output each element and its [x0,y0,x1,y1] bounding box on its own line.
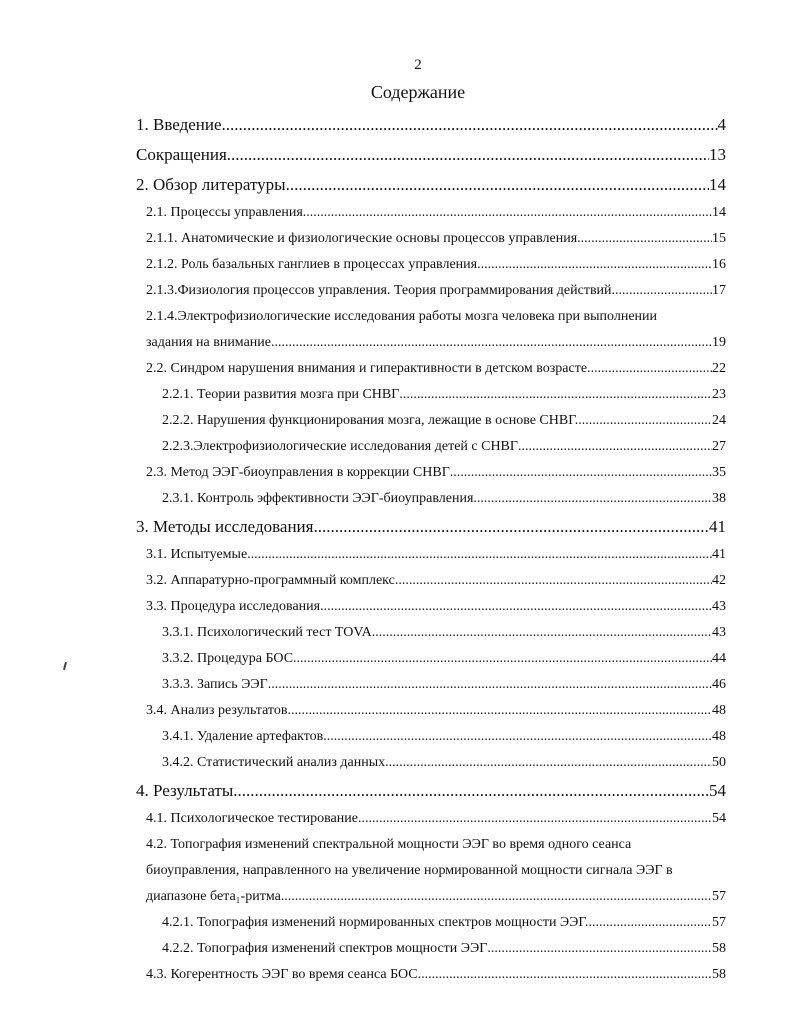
toc-entry[interactable]: 2. Обзор литературы ..... 14 [136,170,726,200]
page-ref: 16 [712,257,726,272]
page-ref: 14 [712,205,726,220]
page-ref: 43 [712,599,726,614]
page-ref: 22 [712,361,726,376]
leader-dots [588,910,712,936]
leader-dots [385,750,712,776]
table-of-contents [136,110,726,988]
leader-dots [577,226,712,252]
leader-dots [313,512,709,542]
leader-dots [320,594,712,620]
leader-dots [227,140,709,170]
toc-entry[interactable]: 3.4.1. Удаление артефактов. ..... 48 [136,724,726,750]
toc-entry[interactable]: 4.2.1. Топография изменений нормированных спектров мощности ЭЭГ. ..... 57 [136,910,726,936]
toc-entry[interactable]: 2.3.1. Контроль эффективности ЭЭГ-биоуправления ..... 38 [136,486,726,512]
page-ref: 13 [709,145,726,164]
toc-entry[interactable]: 2.3. Метод ЭЭГ-биоуправления в коррекции СНВГ ..... 35 [136,460,726,486]
page-number: 2 [414,57,422,73]
toc-entry[interactable]: 3. Методы исследования ..... 41 [136,512,726,542]
page-ref: 41 [712,547,726,562]
toc-entry[interactable]: 2.1.2. Роль базальных ганглиев в процессах управления ..... 16 [136,252,726,278]
page-ref: 54 [709,781,726,800]
toc-entry[interactable]: 2.2. Синдром нарушения внимания и гиперактивности в детском возрасте. ..... 22 [136,356,726,382]
leader-dots [612,278,712,304]
toc-entry[interactable]: 3.4.2. Статистический анализ данных ..... 50 [136,750,726,776]
toc-entry[interactable]: 2.2.2. Нарушения функционирования мозга, лежащие в основе СНВГ. ..... 24 [136,408,726,434]
page-ref: 35 [712,465,726,480]
page-ref: 38 [712,491,726,506]
toc-entry[interactable]: 2.2.1. Теории развития мозга при СНВГ ..... 23 [136,382,726,408]
page-ref: 19 [712,335,726,350]
page-ref: 27 [712,439,726,454]
page-ref: 58 [712,941,726,956]
toc-entry[interactable]: 3.3.3. Запись ЭЭГ ..... 46 [136,672,726,698]
page-ref: 48 [712,703,726,718]
leader-dots [297,646,712,672]
page-ref: 4 [717,115,726,134]
leader-dots [591,356,712,382]
toc-entry[interactable]: 3.3. Процедура исследования ..... 43 [136,594,726,620]
toc-entry[interactable]: 2.1.4.Электрофизиологические исследования работы мозга человека при выполнении задания на внимание ..... 19 [136,304,726,356]
leader-dots [247,542,712,568]
scan-artifact-mark [63,662,67,670]
leader-dots [268,672,712,698]
leader-dots [450,460,712,486]
leader-dots [487,936,712,962]
page-ref: 15 [712,231,726,246]
leader-dots [286,170,709,200]
page-ref: 23 [712,387,726,402]
toc-entry[interactable]: 2.1.3.Физиология процессов управления. Теория программирования действий ..... 17 [136,278,726,304]
leader-dots [291,698,712,724]
page-ref: 41 [709,517,726,536]
page-ref: 57 [712,915,726,930]
toc-entry[interactable]: 3.2. Аппаратурно-программный комплекс ..... 42 [136,568,726,594]
toc-entry[interactable]: 4.2.2. Топография изменений спектров мощности ЭЭГ ..... 58 [136,936,726,962]
page-ref: 48 [712,729,726,744]
page-ref: 42 [712,573,726,588]
toc-entry[interactable]: 2.1. Процессы управления ..... 14 [136,200,726,226]
leader-dots [271,330,712,356]
leader-dots [222,110,718,140]
leader-dots [418,962,712,988]
toc-entry[interactable]: 1. Введение ..... 4 [136,110,726,140]
toc-entry[interactable]: 3.1. Испытуемые ..... 41 [136,542,726,568]
toc-entry[interactable]: Сокращения ..... 13 [136,140,726,170]
leader-dots [518,434,712,460]
leader-dots [477,252,712,278]
toc-entry[interactable]: 4. Результаты ..... 54 [136,776,726,806]
page-ref: 43 [712,625,726,640]
leader-dots [473,486,712,512]
leader-dots [372,620,712,646]
leader-dots [399,382,712,408]
toc-entry[interactable]: 3.3.2. Процедура БОС. ..... 44 [136,646,726,672]
page-ref: 14 [709,175,726,194]
leader-dots [281,884,712,910]
page-ref: 17 [712,283,726,298]
page-ref: 58 [712,967,726,982]
leader-dots [395,568,712,594]
toc-entry[interactable]: 3.3.1. Психологический тест TOVA ..... 43 [136,620,726,646]
page-ref: 50 [712,755,726,770]
page-ref: 44 [712,651,726,666]
page-ref: 57 [712,889,726,904]
toc-entry[interactable]: 4.3. Когерентность ЭЭГ во время сеанса БОС ..... 58 [136,962,726,988]
toc-entry[interactable]: 3.4. Анализ результатов. ..... 48 [136,698,726,724]
toc-entry[interactable]: 2.2.3.Электрофизиологические исследования детей с СНВГ ..... 27 [136,434,726,460]
toc-entry[interactable]: 2.1.1. Анатомические и физиологические основы процессов управления ..... 15 [136,226,726,252]
page-ref: 24 [712,413,726,428]
toc-entry[interactable]: 4.2. Топография изменений спектральной мощности ЭЭГ во время одного сеанса биоуправления, направленного на увеличение нормированной мощности сигнала ЭЭГ в диапазоне бета₁-ритма ..... 57 [136,832,726,910]
leader-dots [361,806,712,832]
leader-dots [233,776,709,806]
leader-dots [327,724,712,750]
toc-entry[interactable]: 4.1. Психологическое тестирование. ..... 54 [136,806,726,832]
page-ref: 54 [712,811,726,826]
page-ref: 46 [712,677,726,692]
leader-dots [578,408,712,434]
page-title: Содержание [370,82,466,102]
leader-dots [303,200,712,226]
